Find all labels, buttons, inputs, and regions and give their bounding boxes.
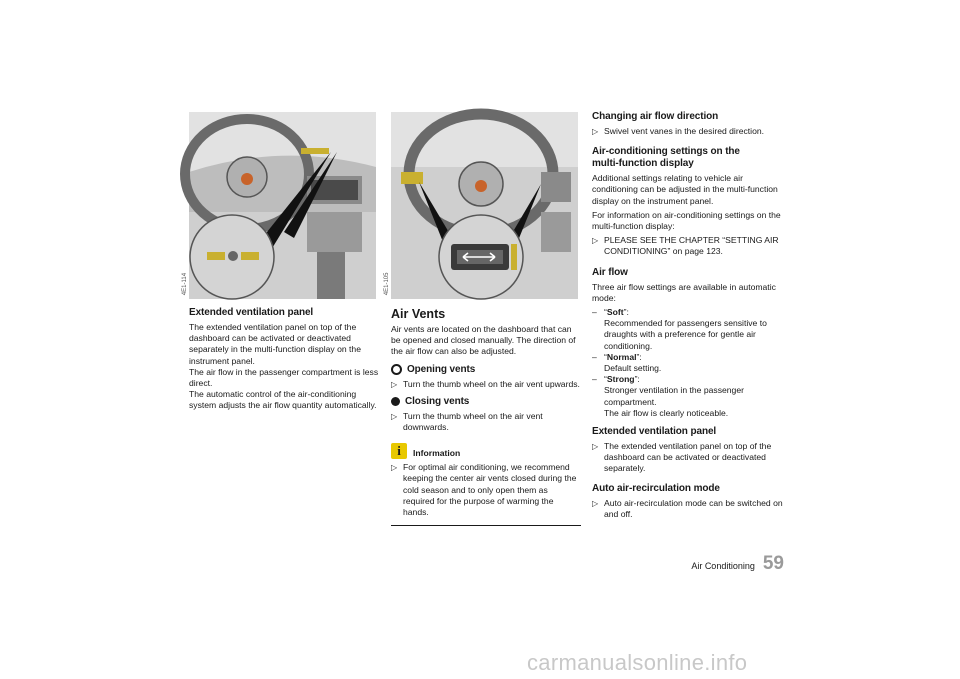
opening-vents-heading-row — [391, 364, 581, 376]
air-flow-mode-soft — [592, 307, 784, 352]
column-middle — [383, 112, 581, 526]
step-text: The extended ventilation panel on top of the dashboard can be activated or deactivated separately. — [604, 441, 772, 474]
quote: ”: — [623, 307, 629, 318]
dashboard-illustration — [189, 112, 376, 299]
dash-marker: – — [592, 351, 597, 362]
quote: “ — [604, 374, 607, 385]
heading-opening-vents: Opening vents — [407, 363, 476, 375]
information-header — [391, 443, 581, 459]
paragraph — [189, 322, 379, 412]
step-arrow-icon: ▷ — [592, 127, 599, 136]
paragraph-air-flow: Three air flow settings are available in automatic mode: — [592, 281, 776, 303]
paragraph-ac-settings: Additional settings relating to vehicle air conditioning can be adjusted in the multi-function display on the instrument panel. — [592, 173, 778, 206]
heading-auto-recirculation: Auto air-recirculation mode — [592, 482, 720, 494]
step-extended-ventilation — [592, 441, 784, 475]
mode-name: Soft — [606, 307, 624, 318]
vent-open-icon — [391, 364, 402, 375]
step-closing-vents — [391, 411, 581, 433]
figure-air-vents — [383, 112, 578, 299]
step-text: Auto air-recirculation mode can be switched on and off. — [604, 497, 783, 519]
step-auto-recirculation — [592, 498, 784, 520]
figure-id: 4E1-105 — [383, 272, 390, 295]
heading-extended-ventilation: Extended ventilation panel — [189, 307, 314, 318]
paragraph-text: The automatic control of the air-conditioning system adjusts the air flow quantity automatically. — [189, 389, 377, 411]
quote: “ — [604, 307, 607, 318]
air-flow-mode-strong — [592, 374, 784, 419]
quote: ”: — [634, 374, 640, 385]
dash-marker: – — [592, 307, 597, 318]
mode-name: Normal — [606, 351, 637, 362]
heading-line: Air-conditioning settings on the — [592, 146, 740, 158]
step-arrow-icon: ▷ — [592, 442, 599, 452]
step-changing-air-flow — [592, 126, 784, 137]
page-footer — [691, 553, 784, 575]
figure-id: 4E1-114 — [181, 272, 188, 295]
step-arrow-icon: ▷ — [391, 379, 398, 389]
heading-air-vents: Air Vents — [391, 307, 446, 321]
page-number: 59 — [762, 553, 784, 574]
paragraph-text: The air flow in the passenger compartment is less direct. — [189, 366, 379, 389]
paragraph-ac-settings-info: For information on air-conditioning settings on the multi-function display: — [592, 209, 781, 232]
vent-closed-icon — [391, 397, 400, 406]
step-arrow-icon: ▷ — [391, 411, 398, 421]
column-right — [592, 111, 784, 523]
step-see-chapter — [592, 235, 784, 257]
mode-description: Recommended for passengers sensitive to draughts with a preference for gentle air conditioning. — [604, 318, 767, 351]
heading-ac-settings — [592, 146, 784, 170]
paragraph-text: The extended ventilation panel on top of the dashboard can be activated or deactivated separately in the multi-function display on the instrument panel. — [189, 322, 361, 366]
watermark: carmanualsonline.info — [527, 650, 748, 675]
paragraph-air-vents-intro: Air vents are located on the dashboard that can be opened and closed manually. The direction of the air flow can also be adjusted. — [391, 324, 576, 357]
step-text: PLEASE SEE THE CHAPTER “SETTING AIR CONDITIONING” on page 123. — [604, 235, 779, 257]
heading-line: multi-function display — [592, 158, 694, 170]
heading-changing-air-flow: Changing air flow direction — [592, 111, 719, 122]
quote: “ — [604, 351, 607, 362]
step-text: Swivel vent vanes in the desired direction. — [604, 126, 765, 136]
air-flow-mode-normal — [592, 352, 784, 374]
mode-description: Stronger ventilation in the passenger compartment. — [604, 385, 744, 407]
information-step — [391, 462, 581, 518]
mode-description: Default setting. — [604, 363, 662, 374]
heading-closing-vents: Closing vents — [405, 395, 470, 407]
information-block — [391, 443, 581, 526]
closing-vents-heading-row — [391, 396, 581, 408]
step-text: Turn the thumb wheel on the air vent upwards. — [403, 378, 580, 389]
heading-extended-ventilation-right: Extended ventilation panel — [592, 426, 717, 438]
information-label: Information — [413, 448, 461, 459]
column-left — [181, 112, 379, 415]
step-arrow-icon: ▷ — [592, 236, 599, 246]
section-title: Air Conditioning — [691, 561, 755, 571]
air-vent-illustration — [391, 112, 578, 299]
dash-marker: – — [592, 374, 597, 385]
figure-extended-ventilation — [181, 112, 376, 299]
step-text: For optimal air conditioning, we recommend keeping the center air vents closed during the cold season and to only open them as required for the purpose of warming the hands. — [403, 462, 577, 518]
step-arrow-icon: ▷ — [592, 498, 599, 508]
mode-description: The air flow is clearly noticeable. — [604, 407, 729, 418]
heading-air-flow: Air flow — [592, 266, 628, 278]
mode-name: Strong — [606, 374, 635, 385]
information-icon: i — [391, 443, 407, 459]
quote: ”: — [636, 351, 642, 362]
step-opening-vents — [391, 379, 581, 390]
step-text: Turn the thumb wheel on the air vent downwards. — [403, 410, 543, 433]
step-arrow-icon: ▷ — [391, 463, 398, 473]
